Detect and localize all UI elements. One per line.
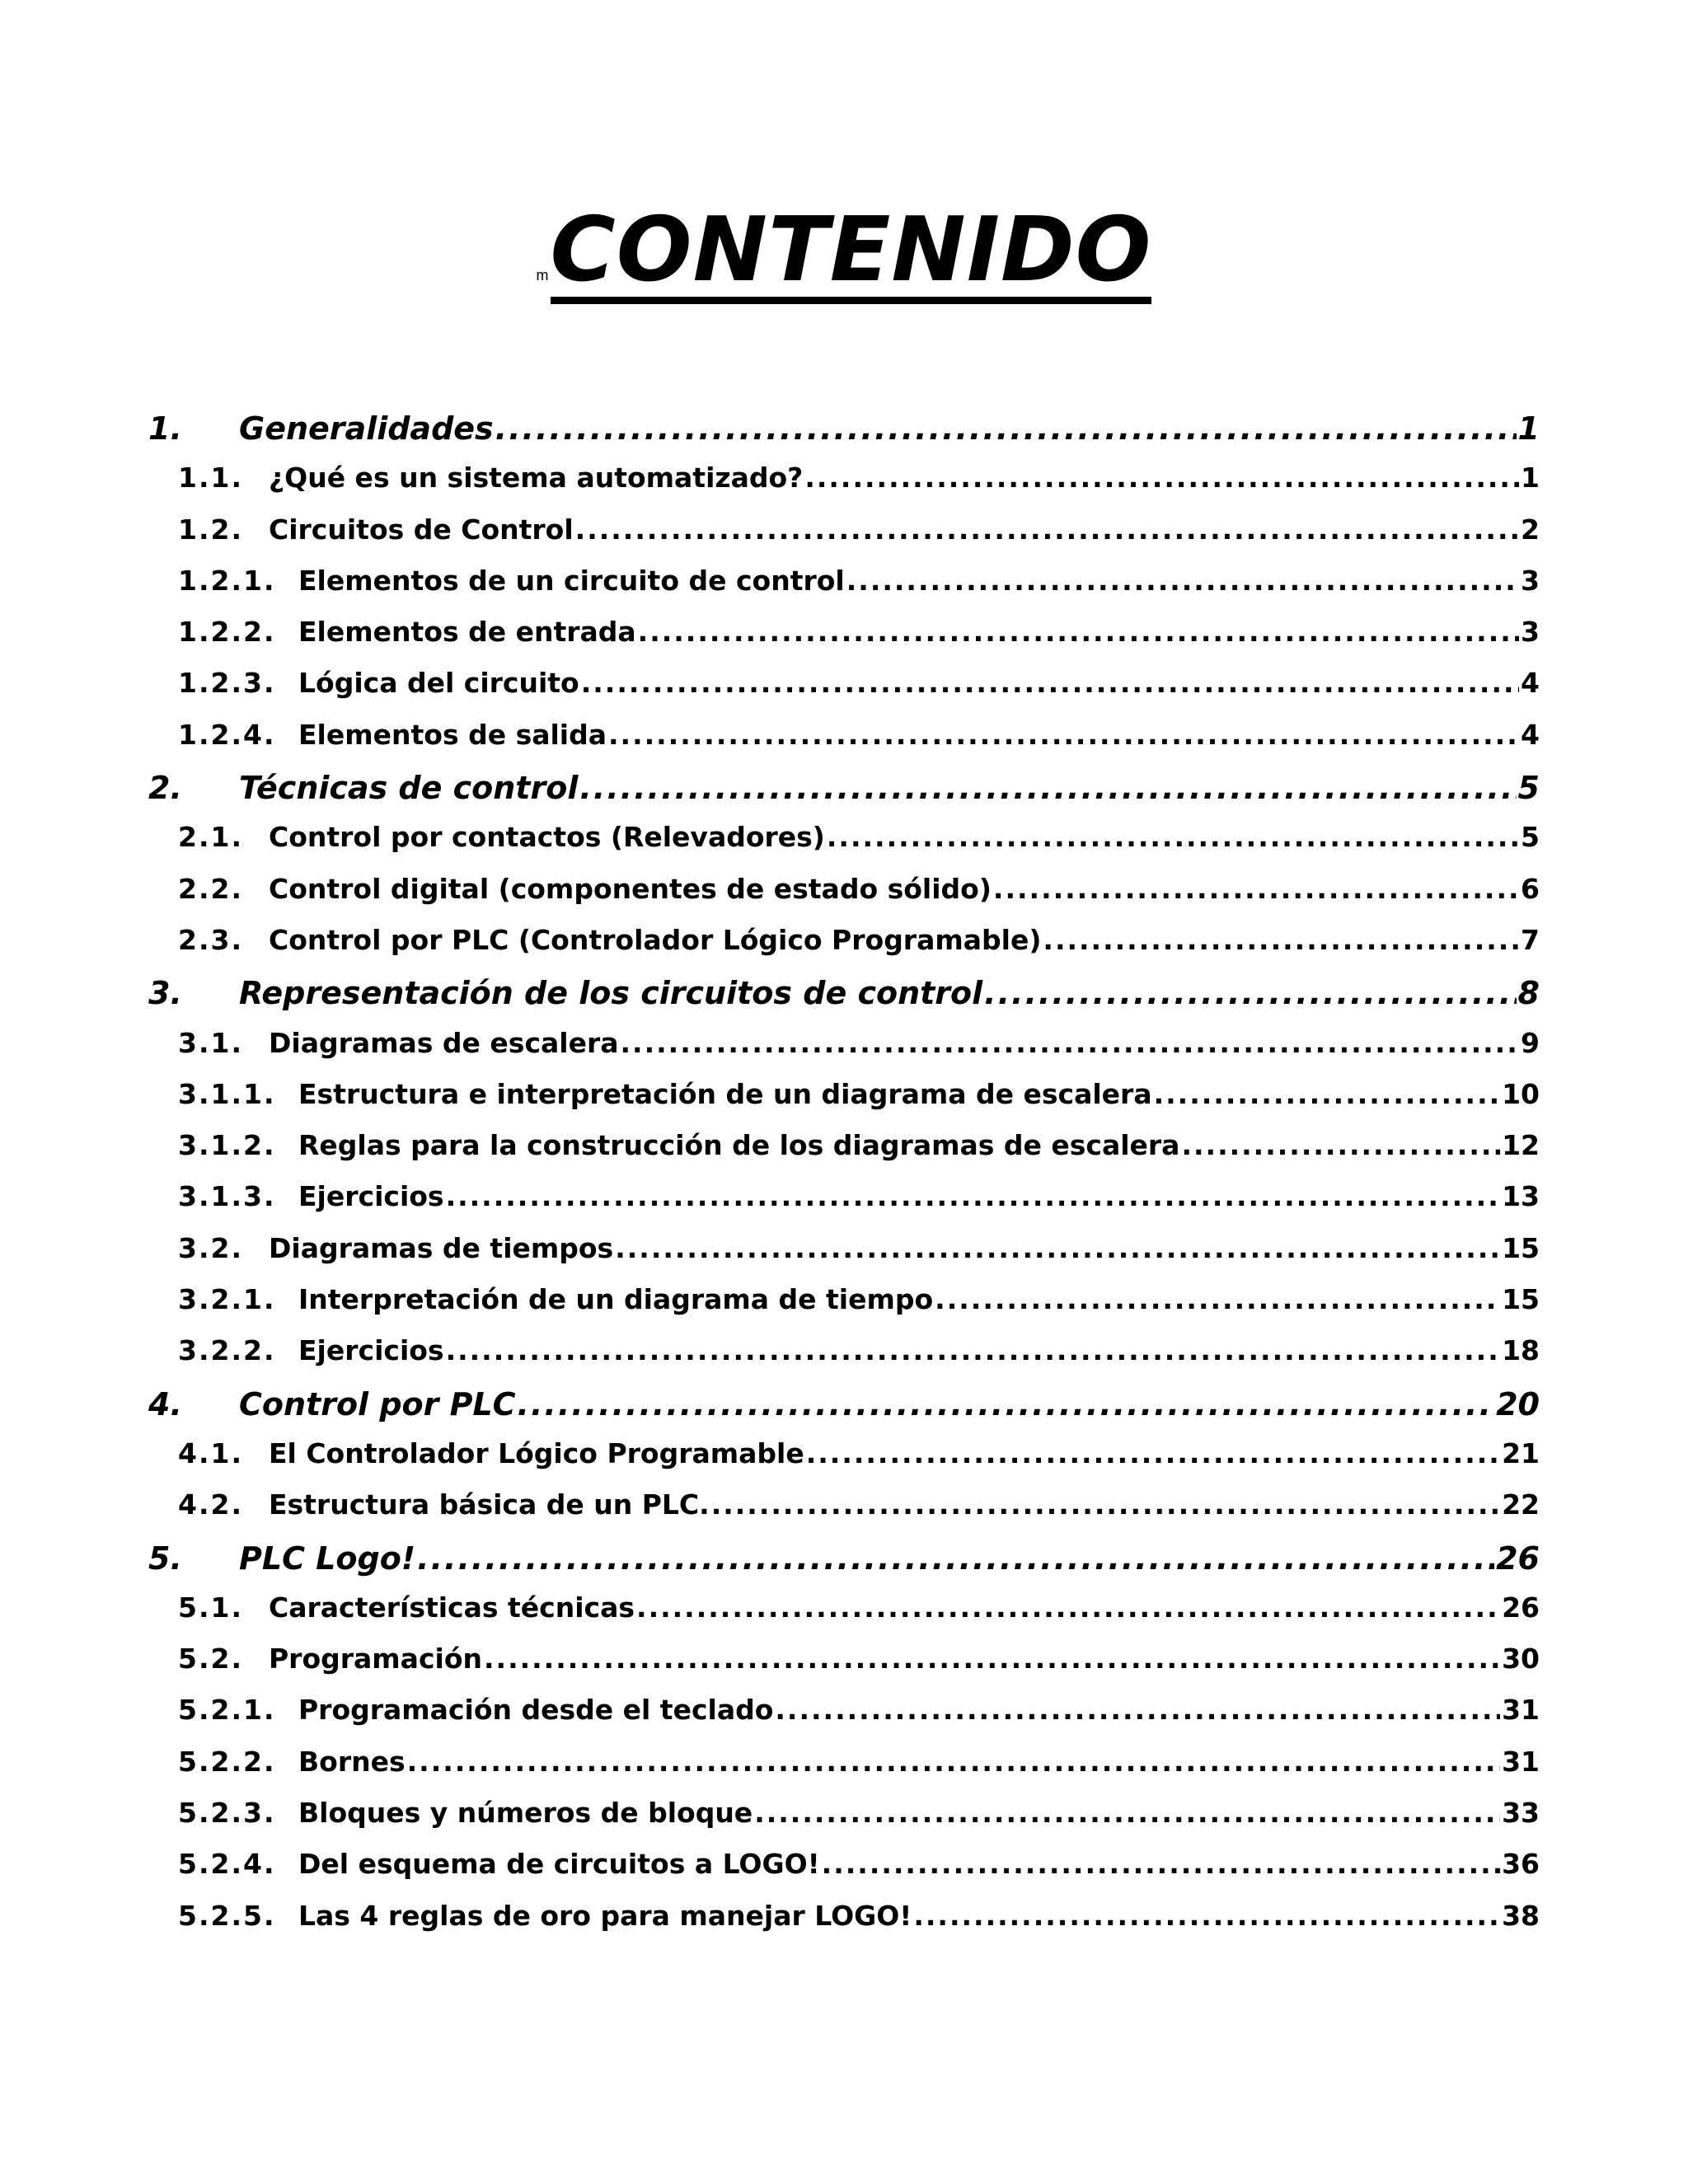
toc-entry-title: Las 4 reglas de oro para manejar LOGO! [298,1899,912,1932]
toc-entry-number: 2.1. [178,821,243,854]
toc-entry[interactable] [148,1488,1540,1540]
toc-entry-number: 3.1.1. [178,1077,276,1110]
toc-entry-title: Elementos de salida [298,718,607,751]
toc-entry-page: 38 [1502,1899,1540,1932]
toc-dot-leader [638,616,1519,648]
toc-entry-title: Elementos de un circuito de control [298,564,845,597]
toc-entry-number: 5.2.1. [178,1694,276,1727]
toc-entry-number: 5.2.3. [178,1797,276,1830]
toc-entry-title: Generalidades [239,410,494,447]
toc-entry-page: 22 [1502,1488,1540,1521]
toc-entry-page: 26 [1496,1540,1540,1577]
toc-entry-number: 3.1.3. [178,1180,276,1213]
toc-dot-leader [446,1180,1500,1212]
toc-entry-number: 3. [148,975,182,1012]
toc-entry[interactable] [148,1848,1540,1899]
toc-entry-title: Ejercicios [298,1334,444,1367]
toc-entry-page: 21 [1502,1436,1540,1469]
toc-entry[interactable] [148,1437,1540,1488]
toc-entry[interactable] [148,1591,1540,1643]
toc-entry[interactable] [148,1797,1540,1848]
toc-dot-leader [636,1591,1500,1624]
toc-entry-number: 2.3. [178,923,243,956]
toc-entry-page: 31 [1502,1694,1540,1727]
toc-entry[interactable] [148,1180,1540,1231]
toc-entry-page: 12 [1502,1129,1540,1162]
toc-entry[interactable] [148,1746,1540,1797]
toc-entry-title: Estructura básica de un PLC. [269,1488,710,1521]
toc-entry-number: 4.1. [178,1436,243,1469]
toc-entry-page: 31 [1502,1745,1540,1778]
toc-dot-leader [495,410,1517,447]
toc-dot-leader [1154,1078,1500,1110]
toc-entry-title: Diagramas de tiempos [269,1231,614,1264]
toc-entry-page: 13 [1502,1180,1540,1213]
title-mark: m [536,267,549,284]
toc-entry[interactable] [148,513,1540,565]
toc-entry-page: 15 [1502,1283,1540,1316]
toc-entry[interactable] [148,1540,1540,1591]
toc-dot-leader [711,1488,1500,1521]
toc-entry-title: Control por PLC (Controlador Lógico Programable) [269,923,1042,956]
toc-entry-title: Reglas para la construcción de los diagramas de escalera [298,1129,1180,1162]
toc-entry-number: 5.1. [178,1591,243,1624]
toc-dot-leader [608,719,1519,751]
toc-entry[interactable] [148,1232,1540,1283]
toc-entry[interactable] [148,770,1540,821]
toc-entry-title: Programación [269,1643,482,1675]
toc-entry-title: ¿Qué es un sistema automatizado? [269,462,804,494]
toc-entry-number: 3.2.1. [178,1283,276,1316]
toc-entry[interactable] [148,1129,1540,1180]
toc-entry-page: 1 [1517,410,1540,447]
toc-entry[interactable] [148,873,1540,924]
toc-entry[interactable] [148,667,1540,718]
toc-entry[interactable] [148,1386,1540,1437]
toc-entry-page: 8 [1517,975,1540,1012]
toc-entry[interactable] [148,1027,1540,1078]
toc-entry-number: 3.1.2. [178,1129,276,1162]
toc-entry-title: Ejercicios [298,1180,444,1213]
toc-entry-title: Control digital (componentes de estado sólido) [269,872,992,905]
page-title: CONTENIDO [551,206,1152,304]
toc-entry-number: 1.1. [178,462,243,494]
toc-entry-page: 1 [1521,462,1540,494]
toc-entry-page: 3 [1521,564,1540,597]
toc-entry[interactable] [148,975,1540,1026]
toc-entry-number: 5.2. [178,1643,243,1675]
toc-entry-page: 26 [1502,1591,1540,1624]
toc-dot-leader [822,1848,1500,1880]
toc-entry-page: 4 [1521,667,1540,700]
toc-dot-leader [575,513,1519,546]
toc-entry-number: 2.2. [178,872,243,905]
toc-entry-number: 3.2. [178,1231,243,1264]
toc-entry[interactable] [148,719,1540,770]
toc-dot-leader [446,1334,1500,1366]
toc-entry-title: Diagramas de escalera [269,1026,619,1059]
toc-entry[interactable] [148,462,1540,513]
toc-dot-leader [579,770,1516,806]
toc-entry-number: 5.2.2. [178,1745,276,1778]
toc-dot-leader [984,975,1516,1011]
toc-entry-title: Interpretación de un diagrama de tiempo [298,1283,934,1316]
toc-entry-page: 6 [1521,872,1540,905]
toc-dot-leader [417,1540,1494,1577]
toc-dot-leader [615,1232,1500,1264]
toc-entry-title: Del esquema de circuitos a LOGO! [298,1848,820,1881]
toc-entry-number: 5. [148,1540,182,1577]
toc-dot-leader [827,821,1519,853]
toc-entry[interactable] [148,1900,1540,1951]
toc-dot-leader [913,1900,1500,1932]
toc-entry[interactable] [148,1334,1540,1385]
toc-entry-title: Estructura e interpretación de un diagrama de escalera [298,1077,1152,1110]
toc-entry-page: 2 [1521,513,1540,546]
toc-entry-page: 20 [1496,1385,1540,1422]
toc-entry-number: 3.1. [178,1026,243,1059]
toc-entry-page: 3 [1521,616,1540,649]
toc-entry-page: 33 [1502,1797,1540,1830]
toc-entry[interactable] [148,924,1540,975]
toc-dot-leader [935,1283,1500,1315]
toc-entry-number: 5.2.4. [178,1848,276,1881]
toc-entry-title: El Controlador Lógico Programable [269,1436,804,1469]
toc-entry-number: 2. [148,770,182,807]
toc-entry-page: 5 [1521,821,1540,854]
toc-entry-title: Bloques y números de bloque [298,1797,753,1830]
toc-entry-title: Características técnicas [269,1591,635,1624]
toc-entry-title: Control por contactos (Relevadores) [269,821,825,854]
toc-entry-page: 4 [1521,718,1540,751]
table-of-contents [148,410,1540,1951]
toc-entry-title: Lógica del circuito [298,667,579,700]
toc-dot-leader [407,1746,1500,1778]
toc-entry-page: 15 [1502,1231,1540,1264]
toc-entry-number: 4. [148,1385,182,1422]
toc-entry[interactable] [148,1078,1540,1129]
toc-dot-leader [993,873,1519,905]
toc-entry[interactable] [148,410,1540,462]
toc-dot-leader [621,1027,1520,1059]
toc-entry-number: 1. [148,410,182,447]
toc-dot-leader [1043,924,1519,956]
toc-entry-page: 10 [1502,1077,1540,1110]
toc-entry-title: Circuitos de Control [269,513,574,546]
toc-entry-page: 36 [1502,1848,1540,1881]
toc-entry-number: 1.2.1. [178,564,276,597]
toc-entry-title: Control por PLC [239,1385,516,1422]
toc-entry-number: 1.2. [178,513,243,546]
toc-entry-number: 1.2.4. [178,718,276,751]
toc-dot-leader [581,667,1519,699]
toc-entry-page: 7 [1521,923,1540,956]
toc-entry-title: Programación desde el teclado [298,1694,774,1727]
toc-entry-title: Bornes [298,1745,406,1778]
toc-dot-leader [1181,1129,1500,1161]
toc-entry[interactable] [148,1643,1540,1694]
toc-entry[interactable] [148,1694,1540,1745]
toc-entry[interactable] [148,1283,1540,1334]
page-header [0,199,1688,304]
toc-entry-title: PLC Logo! [239,1540,416,1577]
toc-entry-page: 18 [1502,1334,1540,1367]
toc-entry-page: 30 [1502,1643,1540,1675]
toc-dot-leader [804,462,1519,494]
toc-dot-leader [518,1386,1495,1422]
toc-entry-title: Representación de los circuitos de control [239,975,983,1012]
toc-entry-page: 5 [1517,770,1540,807]
toc-entry[interactable] [148,821,1540,872]
toc-entry-number: 1.2.3. [178,667,276,700]
toc-dot-leader [846,565,1519,597]
toc-entry[interactable] [148,565,1540,616]
toc-dot-leader [775,1694,1500,1726]
toc-entry-number: 4.2. [178,1488,243,1521]
toc-entry-number: 1.2.2. [178,616,276,649]
toc-dot-leader [484,1643,1500,1675]
toc-entry-title: Técnicas de control [239,770,579,807]
toc-entry-number: 5.2.5. [178,1899,276,1932]
toc-entry-title: Elementos de entrada [298,616,636,649]
toc-entry-page: 9 [1521,1026,1540,1059]
toc-dot-leader [754,1797,1500,1829]
toc-entry-number: 3.2.2. [178,1334,276,1367]
toc-entry[interactable] [148,616,1540,667]
toc-dot-leader [806,1437,1500,1469]
